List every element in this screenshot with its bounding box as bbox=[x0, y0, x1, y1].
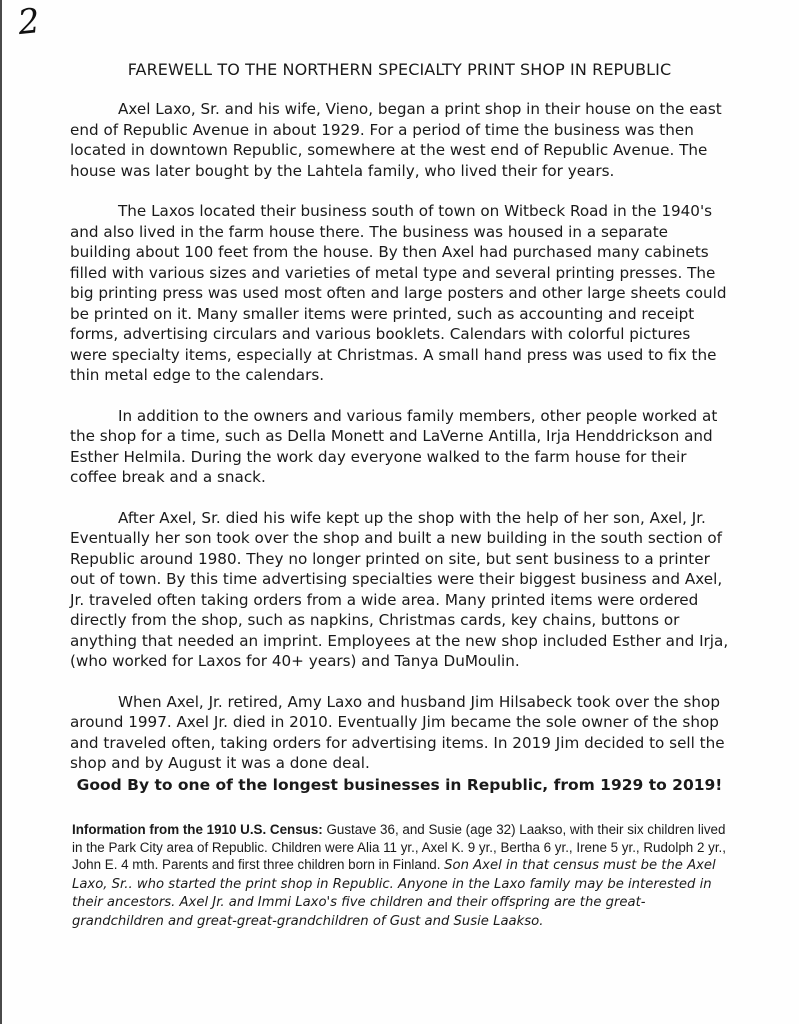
census-italic-note: Son Axel in that census must be the Axel Laxo, Sr.. who started the print shop in Republic. Anyone in the Laxo family may be interested in their ancestors. Axel Jr. and Immi Laxo's five children and their offspring are the great-grandchildren and great-great-grandchildren of Gust and Susie Laakso. bbox=[72, 858, 716, 929]
handwritten-page-number: 2 bbox=[15, 0, 42, 44]
census-label: Information from the 1910 U.S. Census: bbox=[72, 822, 323, 837]
paragraph-3: In addition to the owners and various family members, other people worked at the shop for a time, such as Della Monett and LaVerne Antilla, Irja Henddrickson and Esther Helmila. During the work day everyone walked to the farm house for their coffee break and a snack. bbox=[70, 406, 718, 486]
paragraph-1: Axel Laxo, Sr. and his wife, Vieno, began a print shop in their house on the east end of Republic Avenue in about 1929. For a period of time the business was then located in downtown Republic, somewhere at the west end of Republic Avenue. The house was later bought by the Lahtela family, who lived their for years. bbox=[70, 100, 722, 180]
scan-edge bbox=[0, 0, 2, 1024]
paragraph-4: After Axel, Sr. died his wife kept up the shop with the help of her son, Axel, Jr. Eventually her son took over the shop and built a new building in the south section of Republic around 1980. They no longer printed on site, but sent business to a printer out of town. By this time advertising specialties were their biggest business and Axel, Jr. traveled often taking orders from a wide area. Many printed items were ordered directly from the shop, such as napkins, Christmas cards, key chains, buttons or anything that needed an imprint. Employees at the new shop included Esther and Irja, (who worked for Laxos for 40+ years) and Tanya DuMoulin. bbox=[70, 508, 729, 670]
census-note bbox=[72, 821, 732, 930]
census-text: Gustave 36, and Susie (age 32) Laakso, with their six children lived in the Park City area of Republic. Children were Alia 11 yr., Axel K. 9 yr., Bertha 6 yr., Irene 5 yr., Rudolph 2 yr., John E. 4 mth. Parents and first three children born in Finland. bbox=[72, 822, 726, 872]
paragraph-5: When Axel, Jr. retired, Amy Laxo and husband Jim Hilsabeck took over the shop around 1997. Axel Jr. died in 2010. Eventually Jim became the sole owner of the shop and traveled often, taking orders for advertising items. In 2019 Jim decided to sell the shop and by August it was a done deal. bbox=[70, 692, 725, 772]
paragraph-2: The Laxos located their business south of town on Witbeck Road in the 1940's and also lived in the farm house there. The business was housed in a separate building about 100 feet from the house. By then Axel had purchased many cabinets filled with various sizes and varieties of metal type and several printing presses. The big printing press was used most often and large posters and other large sheets could be printed on it. Many smaller items were printed, such as accounting and receipt forms, advertising circulars and various booklets. Calendars with colorful pictures were specialty items, especially at Christmas. A small hand press was used to fix the thin metal edge to the calendars. bbox=[70, 202, 727, 384]
document-title: FAREWELL TO THE NORTHERN SPECIALTY PRINT SHOP IN REPUBLIC bbox=[127, 60, 672, 79]
closing-statement: Good By to one of the longest businesses in Republic, from 1929 to 2019! bbox=[76, 776, 723, 794]
article-body bbox=[70, 99, 730, 794]
